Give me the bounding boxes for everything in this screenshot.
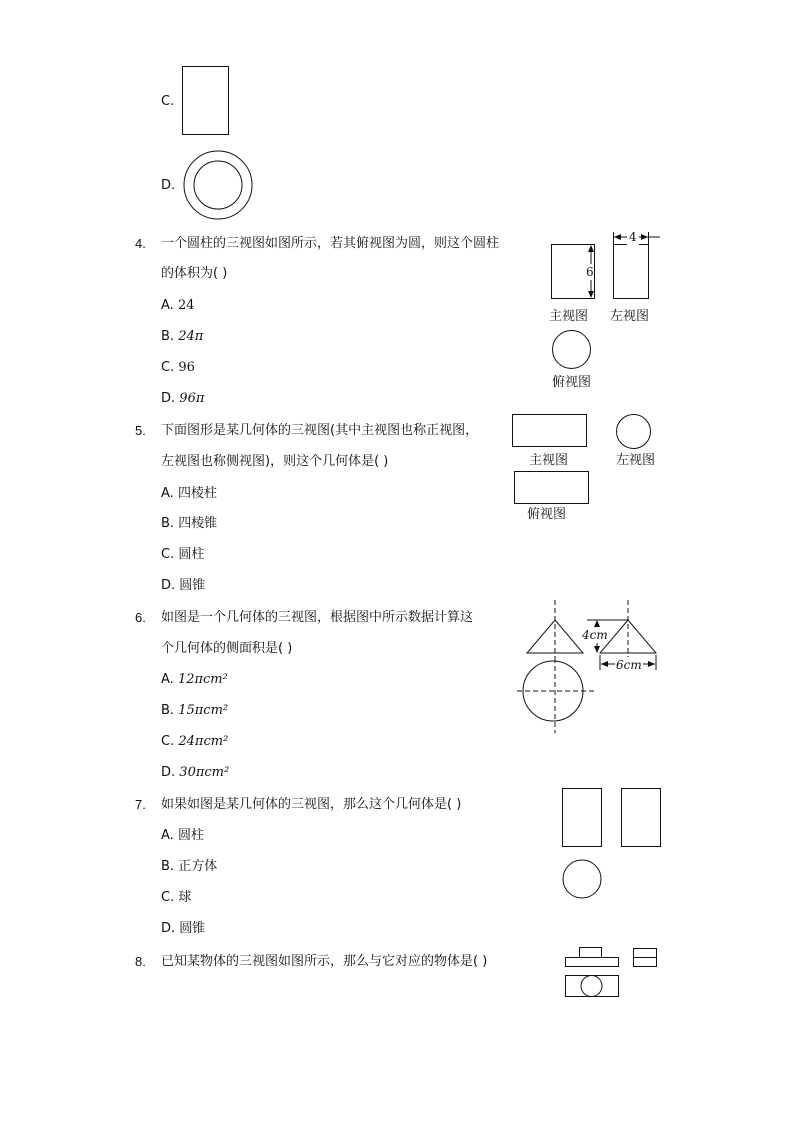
- option-letter: B.: [161, 859, 175, 874]
- option-value: 96π: [179, 391, 205, 406]
- q6-option-a[interactable]: [161, 672, 228, 688]
- q5-stem-line1: 下面图形是某几何体的三视图(其中主视图也称正视图，: [161, 423, 479, 438]
- option-letter: D.: [161, 578, 176, 593]
- q4-option-c[interactable]: [161, 360, 195, 376]
- q7-option-c[interactable]: [161, 890, 191, 906]
- q7-option-b[interactable]: [161, 859, 217, 875]
- option-letter: D.: [161, 391, 176, 406]
- q6-stem-line1: 如图是一个几何体的三视图，根据图中所示数据计算这: [161, 610, 474, 625]
- option-value: 96: [178, 360, 195, 375]
- q4-width-label: 4: [629, 230, 637, 244]
- q6-option-b[interactable]: [161, 703, 228, 719]
- q5-option-b[interactable]: [161, 516, 217, 532]
- q5-front-view-rect: [512, 414, 588, 448]
- q4-stem-line1: 一个圆柱的三视图如图所示，若其俯视图为圆，则这个圆柱: [161, 236, 500, 251]
- q5-number: 5.: [135, 423, 146, 438]
- q4-top-view-label: 俯视图: [552, 375, 592, 390]
- option-value: 四棱柱: [177, 486, 217, 501]
- option-letter: A.: [161, 672, 174, 687]
- q8-stem-line1: 已知某物体的三视图如图所示，那么与它对应的物体是( ): [161, 954, 488, 969]
- option-letter: C.: [161, 890, 175, 905]
- option-value: 圆锥: [179, 921, 206, 936]
- q5-left-view-label: 左视图: [616, 453, 656, 468]
- option-value: 24: [177, 298, 195, 313]
- option-letter: C.: [161, 360, 175, 375]
- q4-stem-line2: 的体积为( ): [161, 266, 228, 281]
- q6-number: 6.: [135, 610, 146, 625]
- option-value: 24πcm²: [178, 734, 229, 749]
- q7-stem-line1: 如果如图是某几何体的三视图，那么这个几何体是( ): [161, 797, 462, 812]
- q8-number: 8.: [135, 954, 146, 969]
- option-letter: A.: [161, 486, 174, 501]
- q6-width-label: 6cm: [616, 658, 642, 672]
- option-value: 30πcm²: [179, 765, 230, 780]
- option-value: 四棱锥: [178, 516, 218, 531]
- q7-option-a[interactable]: [161, 828, 204, 844]
- option-letter: A.: [161, 298, 174, 313]
- q4-left-view-label: 左视图: [610, 309, 650, 324]
- q6-height-label: 4cm: [582, 628, 608, 642]
- option-letter: B.: [161, 329, 175, 344]
- option-letter: C.: [161, 547, 175, 562]
- q3-option-d-letter: D.: [161, 178, 176, 193]
- option-letter: B.: [161, 703, 175, 718]
- q3-option-c-letter: C.: [161, 94, 175, 109]
- q4-option-d[interactable]: [161, 391, 204, 407]
- q5-top-view-label: 俯视图: [527, 507, 567, 522]
- option-letter: D.: [161, 921, 176, 936]
- option-value: 12πcm²: [177, 672, 228, 687]
- option-letter: D.: [161, 765, 176, 780]
- q6-option-d[interactable]: [161, 765, 229, 781]
- option-value: 24π: [178, 329, 204, 344]
- option-letter: B.: [161, 516, 175, 531]
- option-value: 球: [178, 890, 192, 905]
- q7-three-view-figure: [561, 787, 663, 899]
- q5-front-view-label: 主视图: [529, 453, 569, 468]
- q7-option-d[interactable]: [161, 921, 205, 937]
- q7-number: 7.: [135, 797, 146, 812]
- q5-top-view-rect: [514, 471, 590, 505]
- q4-front-view-label: 主视图: [549, 309, 589, 324]
- q4-three-view-figure: [548, 230, 663, 310]
- q4-top-view-circle: [552, 330, 592, 370]
- option-value: 圆柱: [177, 828, 204, 843]
- q5-stem-line2: 左视图也称侧视图)，则这个几何体是( ): [161, 454, 389, 469]
- option-value: 圆锥: [179, 578, 206, 593]
- q5-left-view-circle: [616, 414, 652, 450]
- q5-option-d[interactable]: [161, 578, 205, 594]
- q3-option-c-figure: [182, 66, 230, 136]
- q6-three-view-figure: [517, 600, 667, 735]
- q4-option-b[interactable]: [161, 329, 203, 345]
- q5-option-c[interactable]: [161, 547, 204, 563]
- q8-three-view-figure: [563, 944, 661, 1000]
- option-value: 15πcm²: [178, 703, 229, 718]
- option-value: 圆柱: [178, 547, 205, 562]
- q6-option-c[interactable]: [161, 734, 228, 750]
- option-letter: A.: [161, 828, 174, 843]
- q4-height-label: 6: [586, 265, 594, 279]
- q5-option-a[interactable]: [161, 486, 217, 502]
- q6-stem-line2: 个几何体的侧面积是( ): [161, 641, 293, 656]
- q4-option-a[interactable]: [161, 298, 194, 314]
- q4-number: 4.: [135, 236, 146, 251]
- option-value: 正方体: [178, 859, 218, 874]
- option-letter: C.: [161, 734, 175, 749]
- q3-option-d-figure: [183, 150, 255, 222]
